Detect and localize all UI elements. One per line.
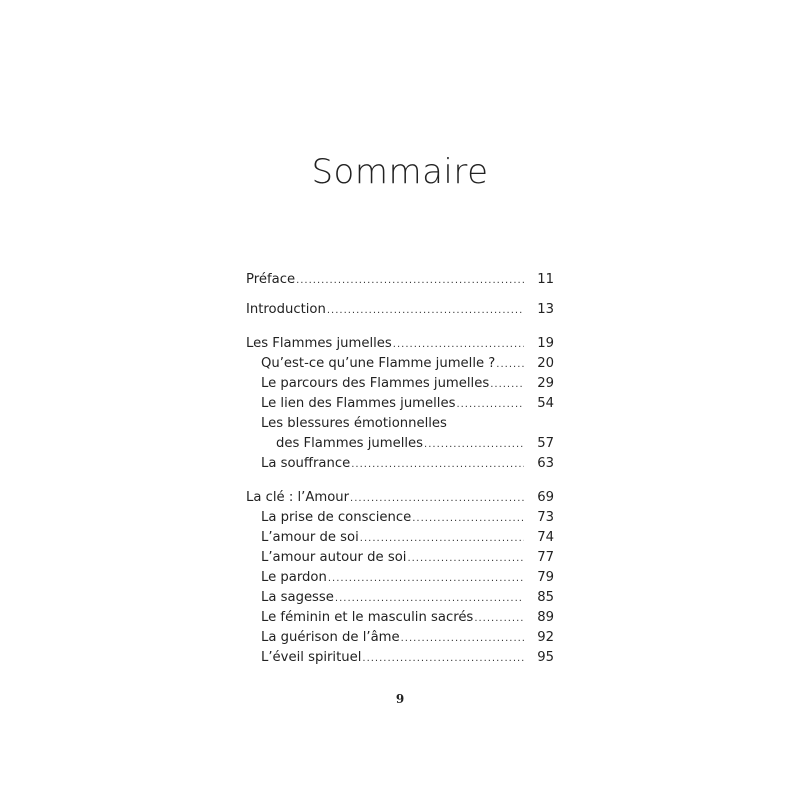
- toc-entry-page: 73: [537, 510, 554, 525]
- toc-entry-blessures[interactable]: [246, 414, 554, 434]
- page-title: Sommaire: [311, 152, 489, 192]
- toc-entry-page: 69: [537, 490, 554, 505]
- toc-entry-label: La clé : l’Amour: [246, 490, 350, 505]
- dot-leader: [328, 569, 524, 589]
- toc-entry-lien[interactable]: [246, 394, 554, 414]
- toc-entry-label: Le lien des Flammes jumelles: [261, 396, 456, 411]
- toc-entry-label: Les Flammes jumelles: [246, 336, 392, 351]
- dot-leader: [496, 355, 524, 375]
- toc-entry-page: 11: [537, 272, 554, 287]
- toc-entry-sagesse[interactable]: [246, 588, 554, 608]
- toc-entry-label: Le parcours des Flammes jumelles: [261, 376, 490, 391]
- dot-leader: [335, 589, 524, 609]
- toc-entry-label: Les blessures émotionnelles: [261, 416, 447, 431]
- dot-leader: [350, 489, 524, 509]
- toc-entry-eveil[interactable]: [246, 648, 554, 668]
- toc-entry-label: Qu’est-ce qu’une Flamme jumelle ?: [261, 356, 496, 371]
- toc-entry-page: 89: [537, 610, 554, 625]
- dot-leader: [393, 335, 524, 355]
- toc-entry-page: 79: [537, 570, 554, 585]
- page-number: 9: [395, 692, 405, 706]
- toc-entry-label: L’amour autour de soi: [261, 550, 407, 565]
- toc-entry-page: 29: [537, 376, 554, 391]
- dot-leader: [360, 529, 524, 549]
- dot-leader: [296, 271, 524, 291]
- toc-entry-label: L’amour de soi: [261, 530, 359, 545]
- toc-entry-amour-soi[interactable]: [246, 528, 554, 548]
- dot-leader: [424, 435, 524, 455]
- toc-entry-cle-amour[interactable]: [246, 488, 554, 508]
- toc-entry-prise-conscience[interactable]: [246, 508, 554, 528]
- dot-leader: [362, 649, 524, 669]
- toc-entry-page: 57: [537, 436, 554, 451]
- toc-entry-page: 13: [537, 302, 554, 317]
- toc-entry-pardon[interactable]: [246, 568, 554, 588]
- toc-entry-amour-autour[interactable]: [246, 548, 554, 568]
- toc-entry-page: 74: [537, 530, 554, 545]
- dot-leader: [407, 549, 524, 569]
- dot-leader: [456, 395, 524, 415]
- toc-entry-label: Le féminin et le masculin sacrés: [261, 610, 474, 625]
- toc-entry-label: Préface: [246, 272, 296, 287]
- toc-entry-preface[interactable]: [246, 270, 554, 290]
- toc-entry-page: 20: [537, 356, 554, 371]
- toc-entry-label: des Flammes jumelles: [276, 436, 424, 451]
- toc-entry-blessures-cont[interactable]: [246, 434, 554, 454]
- toc-entry-flammes-jumelles[interactable]: [246, 334, 554, 354]
- toc-entry-page: 63: [537, 456, 554, 471]
- toc-entry-label: La souffrance: [261, 456, 351, 471]
- toc-entry-parcours[interactable]: [246, 374, 554, 394]
- toc-entry-page: 92: [537, 630, 554, 645]
- toc-entry-feminin-masculin[interactable]: [246, 608, 554, 628]
- dot-leader: [401, 629, 524, 649]
- toc-entry-label: La sagesse: [261, 590, 334, 605]
- toc-entry-label: Introduction: [246, 302, 326, 317]
- toc-entry-label: Le pardon: [261, 570, 327, 585]
- toc-entry-page: 77: [537, 550, 554, 565]
- dot-leader: [327, 301, 524, 321]
- dot-leader: [474, 609, 524, 629]
- toc-entry-quest-ce[interactable]: [246, 354, 554, 374]
- toc-entry-souffrance[interactable]: [246, 454, 554, 474]
- toc-entry-guerison[interactable]: [246, 628, 554, 648]
- dot-leader: [490, 375, 524, 395]
- toc-entry-introduction[interactable]: [246, 300, 554, 320]
- table-of-contents: [246, 270, 554, 668]
- toc-entry-page: 19: [537, 336, 554, 351]
- dot-leader: [351, 455, 524, 475]
- toc-entry-label: L’éveil spirituel: [261, 650, 362, 665]
- dot-leader: [412, 509, 524, 529]
- toc-entry-label: La prise de conscience: [261, 510, 412, 525]
- toc-entry-page: 95: [537, 650, 554, 665]
- toc-entry-page: 54: [537, 396, 554, 411]
- toc-entry-page: 85: [537, 590, 554, 605]
- toc-entry-label: La guérison de l’âme: [261, 630, 400, 645]
